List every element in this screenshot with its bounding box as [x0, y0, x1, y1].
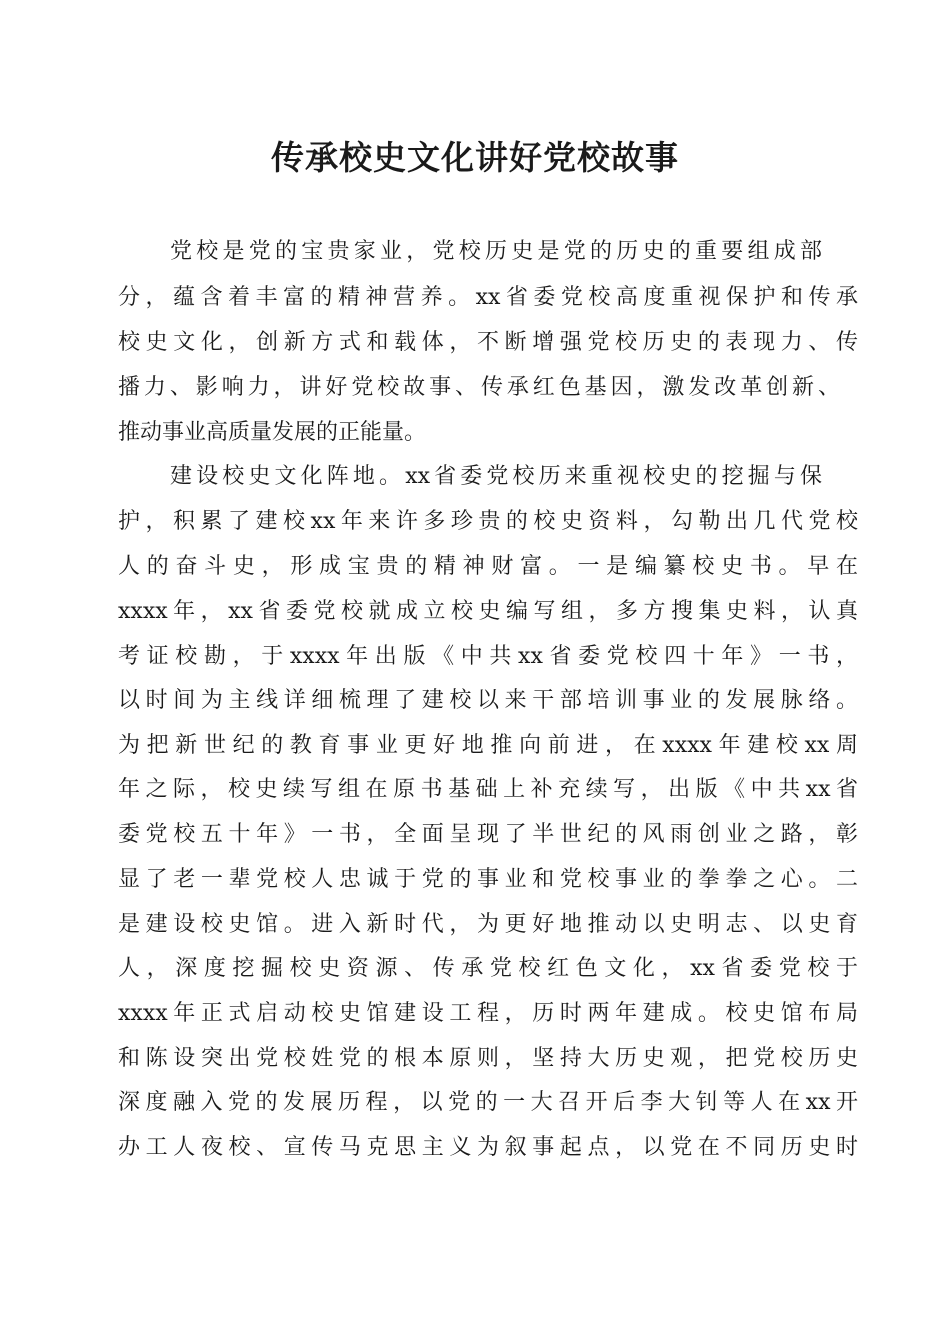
paragraph-1-line: 播力、影响力，讲好党校故事、传承红色基因，激发改革创新、 [118, 375, 840, 400]
paragraph-1-line: 推动事业高质量发展的正能量。 [118, 420, 427, 445]
paragraph-1-line: 校史文化，创新方式和载体，不断增强党校历史的表现力、传 [118, 330, 858, 355]
paragraph-2-line: 以时间为主线详细梳理了建校以来干部培训事业的发展脉络。 [118, 688, 858, 713]
paragraph-2-line: 是建设校史馆。进入新时代，为更好地推动以史明志、以史育 [118, 912, 858, 937]
paragraph-2-line: 人的奋斗史，形成宝贵的精神财富。一是编纂校史书。早在 [118, 554, 858, 579]
paragraph-2-line: 建设校史文化阵地。xx省委党校历来重视校史的挖掘与保 [170, 464, 822, 489]
paragraph-1-line: 党校是党的宝贵家业，党校历史是党的历史的重要组成部 [170, 239, 822, 264]
paragraph-2-line: 年之际，校史续写组在原书基础上补充续写，出版《中共xx省 [118, 777, 858, 802]
paragraph-2-line: xxxx年，xx省委党校就成立校史编写组，多方搜集史料，认真 [118, 599, 858, 624]
paragraph-2-line: 人，深度挖掘校史资源、传承党校红色文化，xx省委党校于 [118, 956, 858, 981]
document-title: 传承校史文化讲好党校故事 [271, 138, 679, 177]
paragraph-2-line: xxxx年正式启动校史馆建设工程，历时两年建成。校史馆布局 [118, 1001, 858, 1026]
paragraph-1-line: 分，蕴含着丰富的精神营养。xx省委党校高度重视保护和传承 [118, 285, 858, 310]
paragraph-2-line: 护，积累了建校xx年来许多珍贵的校史资料，勾勒出几代党校 [118, 509, 858, 534]
paragraph-2-line: 深度融入党的发展历程，以党的一大召开后李大钊等人在xx开 [118, 1090, 858, 1115]
paragraph-2-line: 和陈设突出党校姓党的根本原则，坚持大历史观，把党校历史 [118, 1046, 858, 1071]
paragraph-2-line: 考证校勘，于xxxx年出版《中共xx省委党校四十年》一书， [118, 644, 858, 669]
paragraph-2-line: 显了老一辈党校人忠诚于党的事业和党校事业的拳拳之心。二 [118, 867, 858, 892]
paragraph-2-line: 委党校五十年》一书，全面呈现了半世纪的风雨创业之路，彰 [118, 822, 858, 847]
paragraph-2-line: 为把新世纪的教育事业更好地推向前进，在xxxx年建校xx周 [118, 733, 858, 758]
paragraph-2-line: 办工人夜校、宣传马克思主义为叙事起点，以党在不同历史时 [118, 1135, 858, 1160]
